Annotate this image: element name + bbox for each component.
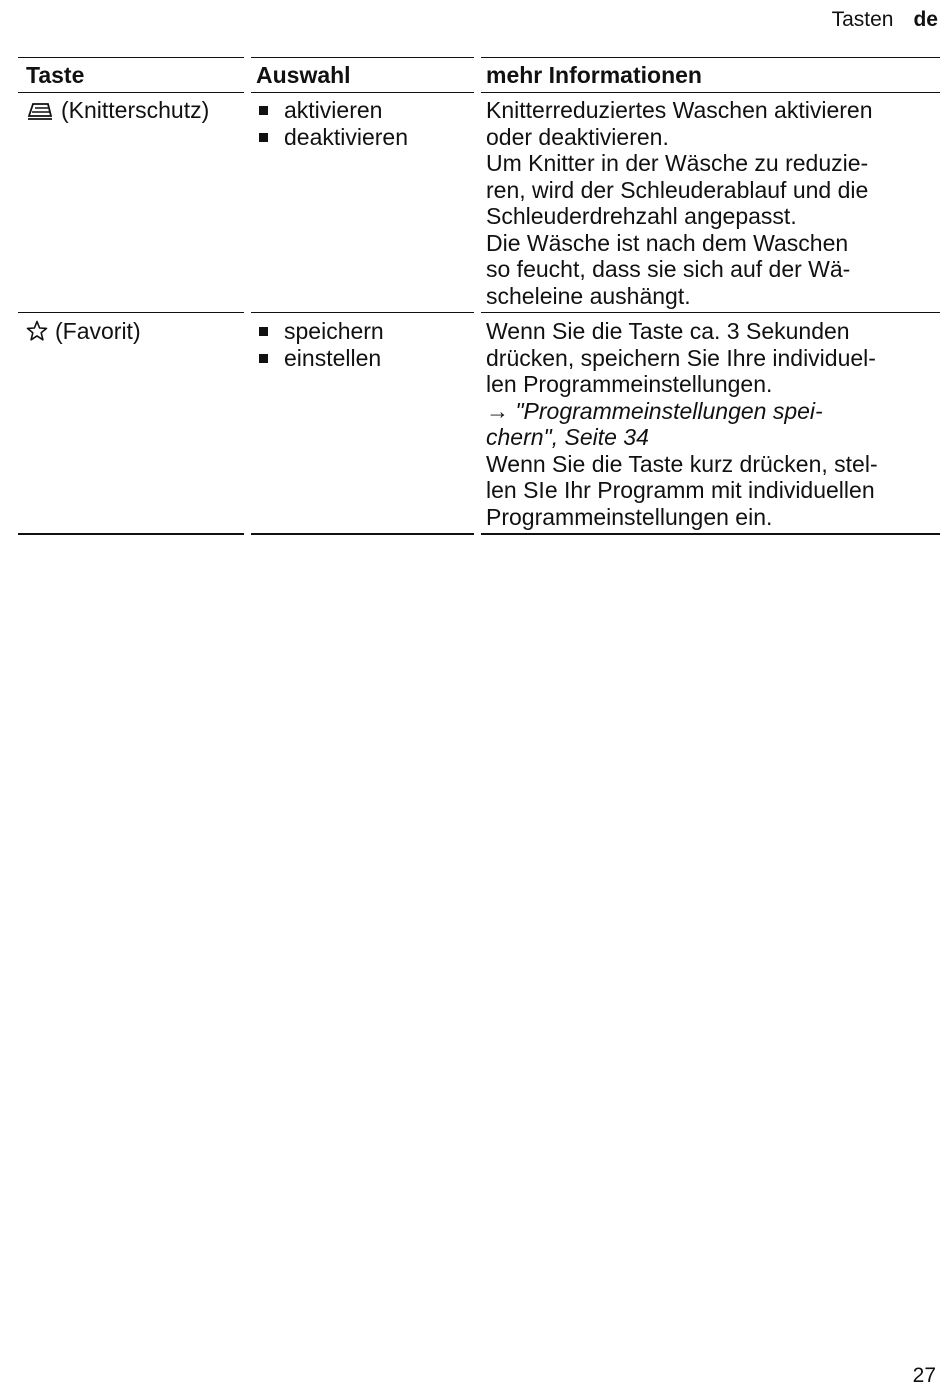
info-line: oder deaktivieren. <box>486 123 669 150</box>
table-row-info <box>486 318 878 530</box>
table-row-key <box>26 318 141 348</box>
page-number: 27 <box>912 1364 936 1387</box>
info-line: Knitterreduziertes Waschen aktivieren <box>486 97 873 123</box>
info-line: Um Knitter in der Wäsche zu reduzie- <box>486 150 869 176</box>
key-label: (Knitterschutz) <box>61 97 210 123</box>
info-line: drücken, speichern Sie Ihre individuel- <box>486 344 876 371</box>
info-line: Wenn Sie die Taste ca. 3 Sekunden <box>486 318 850 344</box>
column-gap <box>474 56 481 538</box>
list-item: aktivieren <box>256 97 408 124</box>
column-gap <box>244 56 251 538</box>
cross-reference-text: "Programmeinstellungen spei- <box>515 397 823 424</box>
iron-icon <box>26 99 54 127</box>
info-line: scheleine aushängt. <box>486 282 691 309</box>
list-item: einstellen <box>256 345 384 372</box>
section-title: Tasten <box>831 8 894 31</box>
info-line: Programmeinstellungen ein. <box>486 503 773 530</box>
info-line: so feucht, dass sie sich auf der Wä- <box>486 256 851 282</box>
info-line: Wenn Sie die Taste kurz drücken, stel- <box>486 450 878 477</box>
table-row-options <box>256 318 384 371</box>
info-line: Schleuderdrehzahl angepasst. <box>486 203 797 229</box>
column-header-info: mehr Informationen <box>486 62 702 88</box>
key-label: (Favorit) <box>55 318 141 344</box>
column-header-taste: Taste <box>26 62 85 88</box>
list-item: speichern <box>256 318 384 345</box>
language-code: de <box>913 8 938 31</box>
table-row-options <box>256 97 408 150</box>
info-line: ren, wird der Schleuderablauf und die <box>486 176 869 203</box>
star-outline-icon <box>26 320 48 348</box>
table-row-key <box>26 97 209 127</box>
page-header <box>832 8 938 32</box>
info-line: Die Wäsche ist nach dem Waschen <box>486 229 849 256</box>
list-item: deaktivieren <box>256 124 408 151</box>
info-line: len Programmeinstellungen. <box>486 371 773 397</box>
cross-reference-text: chern", Seite 34 <box>486 424 649 450</box>
info-line: len SIe Ihr Programm mit individuellen <box>486 477 875 503</box>
cross-reference-link[interactable] <box>486 398 878 425</box>
arrow-right-icon: → <box>486 397 509 424</box>
column-header-auswahl: Auswahl <box>256 62 351 88</box>
table-row-info <box>486 97 873 309</box>
